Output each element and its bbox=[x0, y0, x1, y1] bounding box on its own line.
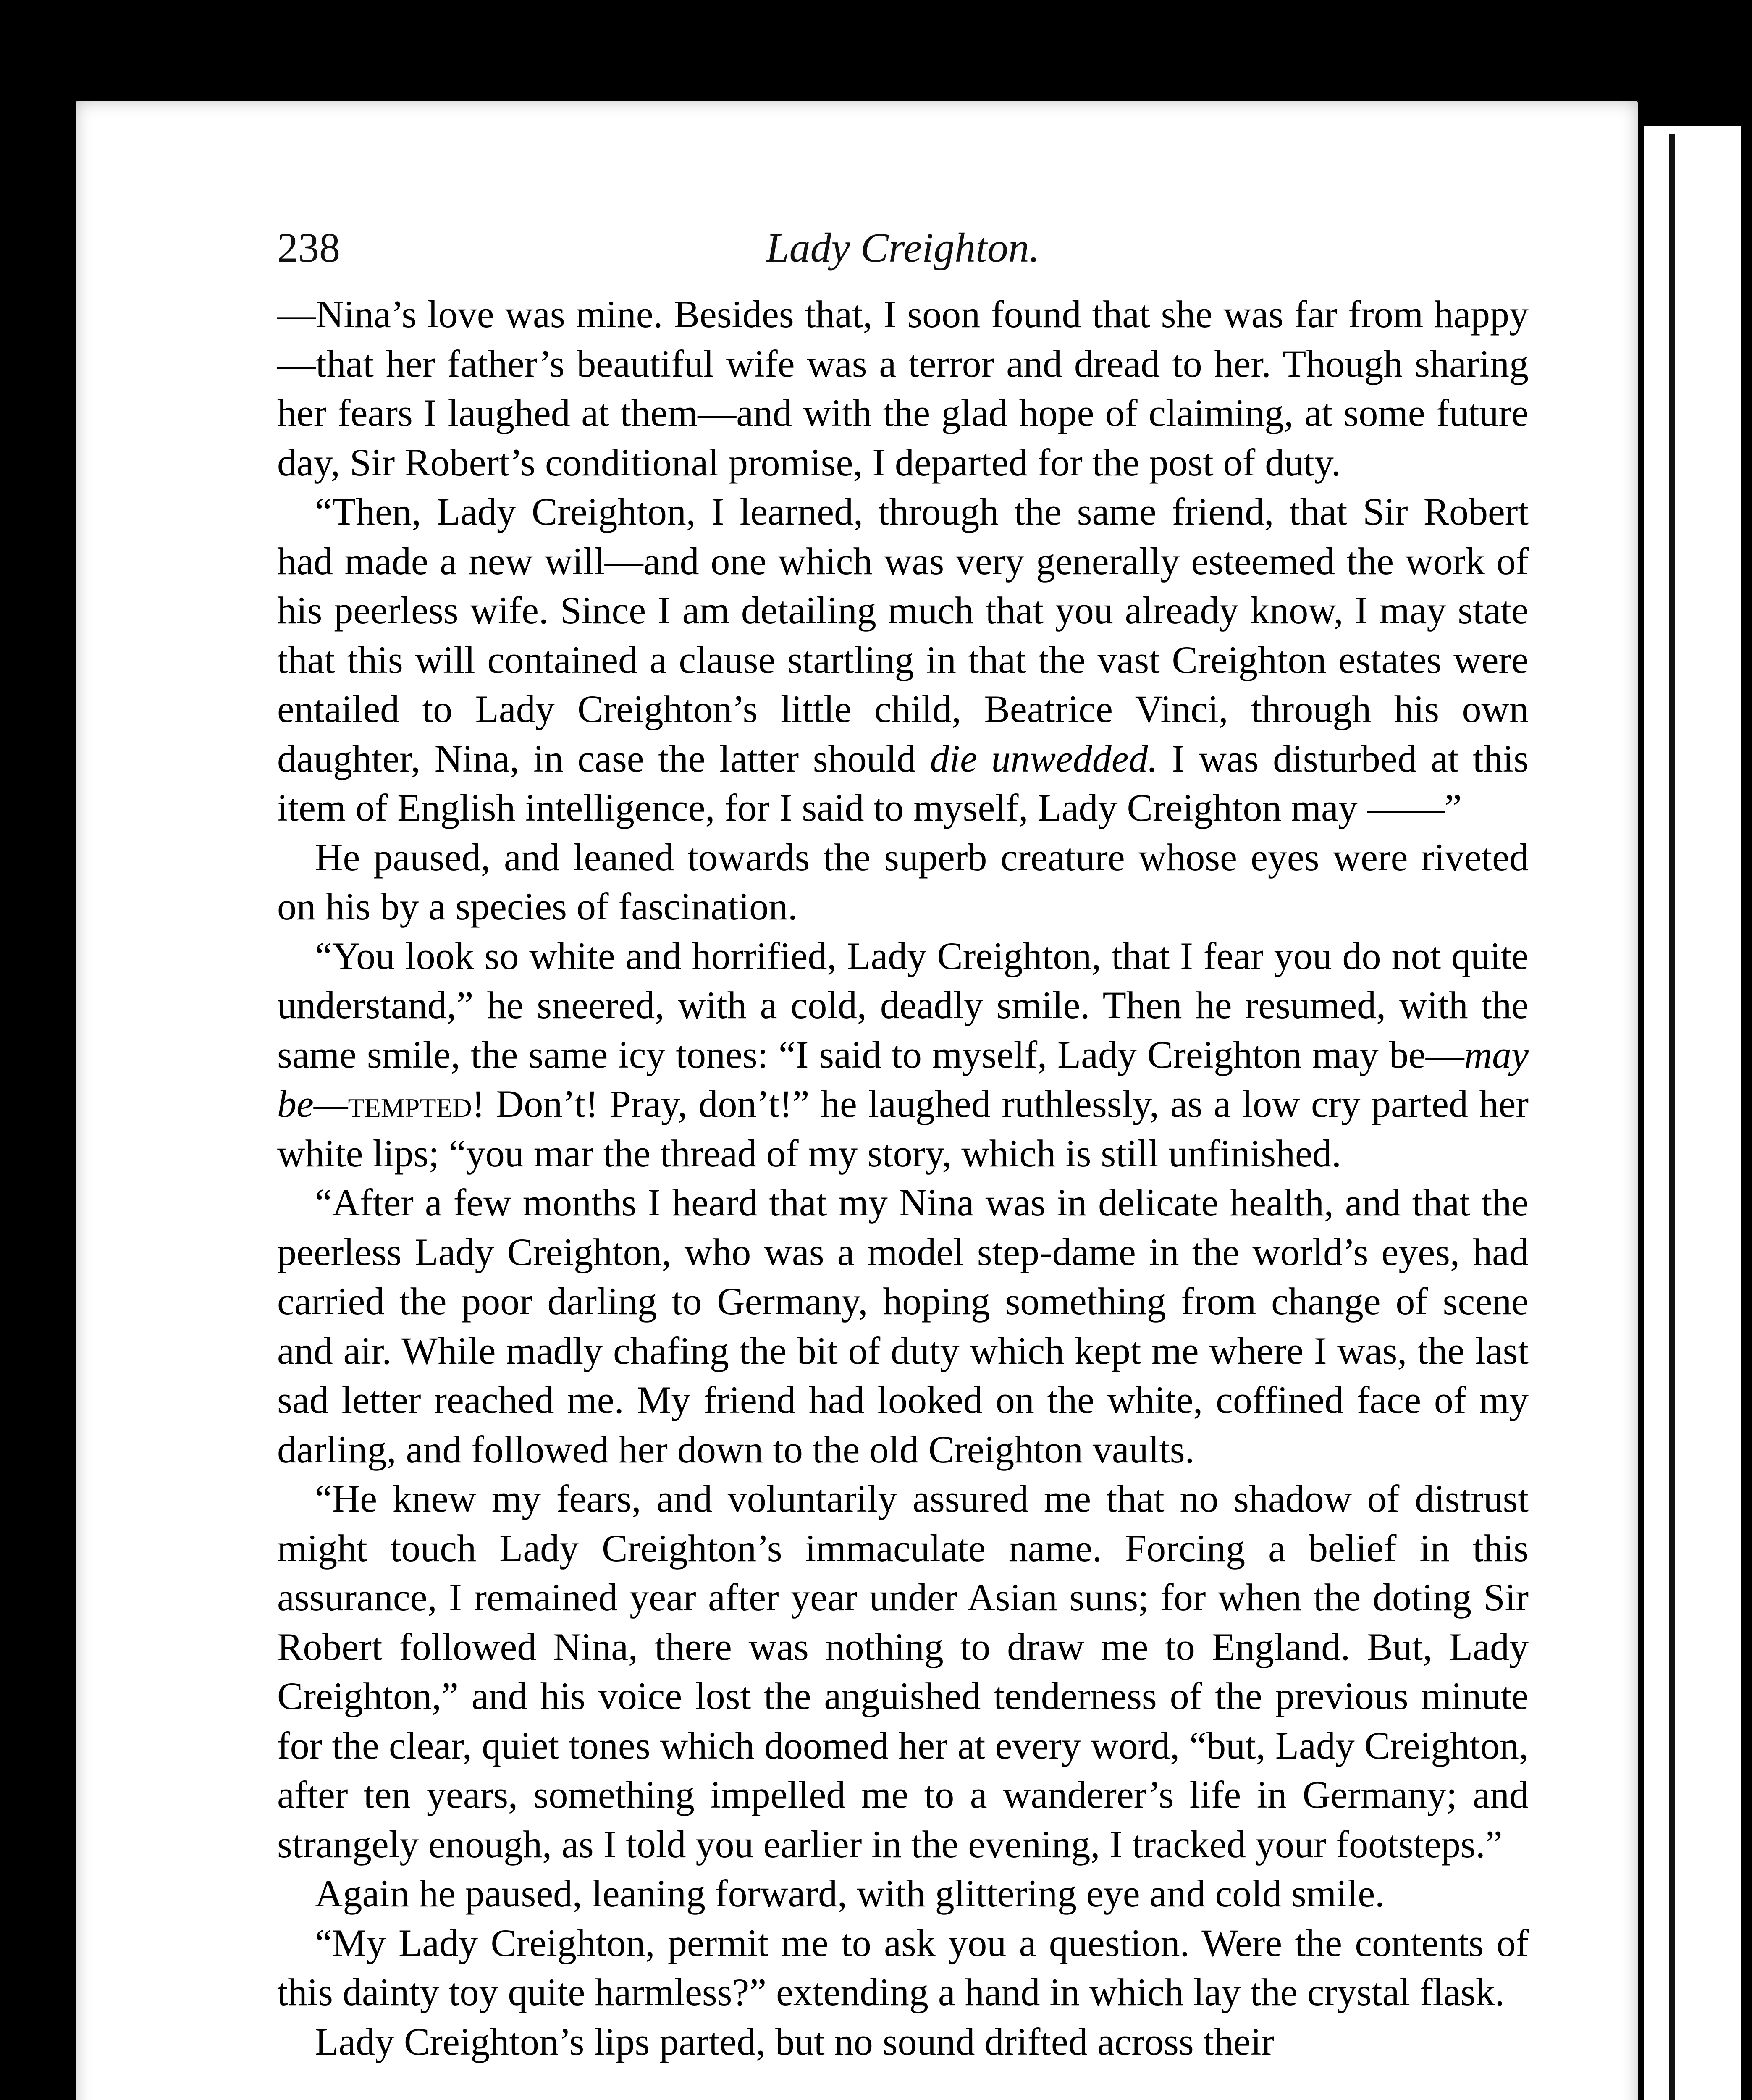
next-page-edge bbox=[1644, 126, 1741, 2100]
text-span: I was disturbed at this item of English intelligence, for I said to myself, Lady Creighton may ——” bbox=[277, 737, 1529, 829]
small-caps-text: tempted bbox=[348, 1082, 472, 1125]
paragraph: Again he paused, leaning forward, with glittering eye and cold smile. bbox=[315, 1872, 1385, 1915]
text-span: “Then, Lady Creighton, I learned, through the same friend, that Sir Robert had made a new will—and one which was very generally esteemed the work of his peerless wife. Since I am detailing much that you already know, I may state that this will contained a clause startling in that the vast Creighton estates were entailed to Lady Creighton’s little child, Beatrice Vinci, through his own daughter, Nina, in case the latter should bbox=[277, 490, 1529, 780]
paragraph: “My Lady Creighton, permit me to ask you a question. Were the contents of this dainty toy quite harmless?” extending a hand in which lay the crystal flask. bbox=[277, 1921, 1529, 2013]
text-span: “You look so white and horrified, Lady Creighton, that I fear you do not quite understand,” he sneered, with a cold, deadly smile. Then he resumed, with the same smile, the same icy tones: “I said to myself, Lady Creighton may be— bbox=[277, 934, 1529, 1076]
emphasis-text: die unwedded. bbox=[930, 737, 1158, 780]
paragraph: “After a few months I heard that my Nina was in delicate health, and that the peerless Lady Creighton, who was a model step-dame in the world’s eyes, had carried the poor darling to Germany, hoping something from change of scene and air. While madly chafing the bit of duty which kept me where I was, the last sad letter reached me. My friend had looked on the white, coffined face of my darling, and followed her down to the old Creighton vaults. bbox=[277, 1181, 1529, 1471]
emphasis-text: may be— bbox=[277, 1033, 1529, 1125]
running-title: Lady Creighton. bbox=[766, 224, 1040, 271]
page-gutter-shadow bbox=[1669, 134, 1675, 2100]
paragraph: He paused, and leaned towards the superb creature whose eyes were riveted on his by a species of fascination. bbox=[277, 835, 1529, 928]
paragraph: “He knew my fears, and voluntarily assured me that no shadow of distrust might touch Lady Creighton’s immaculate name. Forcing a belief in this assurance, I remained year after year under Asian suns; for when the doting Sir Robert followed Nina, there was nothing to draw me to England. But, Lady Creighton,” and his voice lost the anguished tenderness of the previous minute for the clear, quiet tones which doomed her at every word, “but, Lady Creighton, after ten years, something impelled me to a wanderer’s life in Germany; and strangely enough, as I told you earlier in the evening, I tracked your footsteps.” bbox=[277, 1477, 1529, 1866]
page-header bbox=[277, 223, 1529, 273]
page-number: 238 bbox=[277, 224, 340, 271]
paragraph bbox=[277, 487, 1529, 833]
text-span: ! Don’t! Pray, don’t!” he laughed ruthlessly, as a low cry parted her white lips; “you mar the thread of my story, which is still unfinished. bbox=[277, 1082, 1529, 1175]
paragraph: —Nina’s love was mine. Besides that, I soon found that she was far from happy—that her father’s beautiful wife was a terror and dread to her. Though sharing her fears I laughed at them—and with the glad hope of claiming, at some future day, Sir Robert’s conditional promise, I departed for the post of duty. bbox=[277, 293, 1529, 484]
paragraph: Lady Creighton’s lips parted, but no sound drifted across their bbox=[315, 2020, 1275, 2063]
body-text bbox=[277, 290, 1529, 2066]
paragraph bbox=[277, 932, 1529, 1179]
